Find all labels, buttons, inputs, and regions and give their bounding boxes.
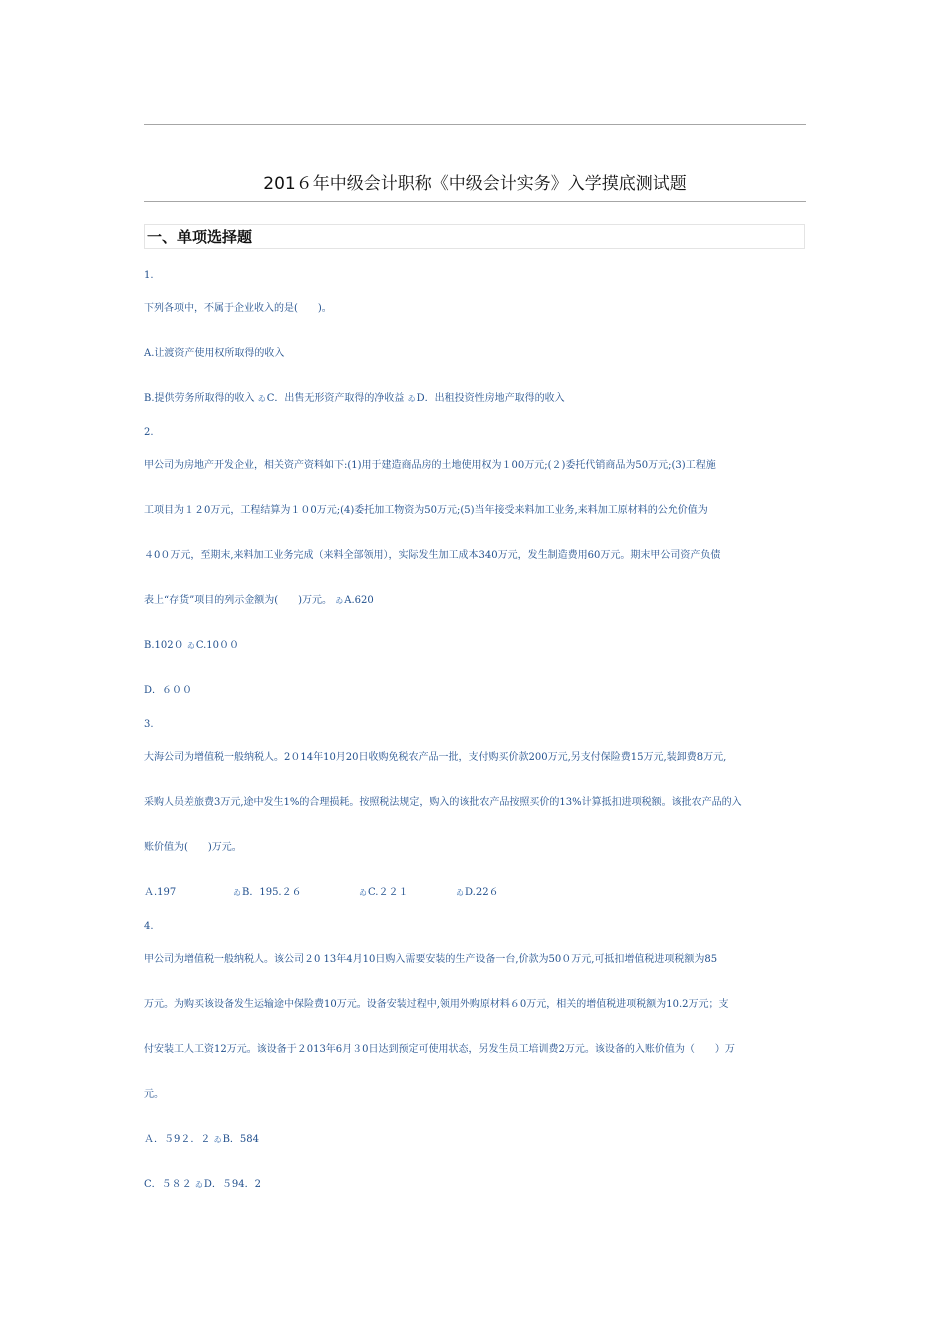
q1-options-bcd [144, 392, 565, 406]
bullet-mark-icon: ゐ [194, 1180, 203, 1189]
q3-stem-line1: 大海公司为增值税一般纳税人。2０14年10月20日收购免税农产品一批，支付购买价款200万元,另支付保险费15万元,装卸费8万元, [144, 752, 727, 763]
title-underline [144, 201, 806, 202]
q2-option-c: C.10００ [195, 640, 240, 651]
q4-number: 4. [144, 921, 154, 932]
q2-number: 2. [144, 427, 154, 438]
q3-number: 3. [144, 719, 154, 730]
q4-stem-line1: 甲公司为增值税一般纳税人。该公司２0 13年4月10日购入需要安装的生产设备一台,价款为50０万元,可抵扣增值税进项税额为85 [144, 954, 718, 965]
q2-option-a: A.620 [344, 595, 374, 606]
q1-number: 1. [144, 270, 154, 281]
q2-stem-line3: ４0０万元，至期末,来料加工业务完成（来料全部领用），实际发生加工成本340万元，发生制造费用60万元。期末甲公司资产负债 [144, 550, 721, 561]
bullet-mark-icon: ゐ [186, 641, 195, 650]
bullet-mark-icon: ゐ [407, 394, 416, 403]
bullet-mark-icon: ゐ [359, 888, 367, 897]
q2-options-bc [144, 639, 239, 653]
q3-option-b-wrap [233, 886, 302, 900]
q4-stem-line2: 万元。为购买该设备发生运输途中保险费10万元。设备安装过程中,领用外购原材料６0万元，相关的增值税进项税额为10.2万元；支 [144, 999, 729, 1010]
bullet-mark-icon: ゐ [335, 596, 344, 605]
q3-option-d: D.22６ [465, 887, 499, 898]
q4-stem-line3: 付安装工人工资12万元。该设备于２013年6月３0日达到预定可使用状态，另发生员工培训费2万元。该设备的入账价值为（ ）万 [144, 1044, 735, 1055]
q1-option-a: A.让渡资产使用权所取得的收入 [144, 348, 285, 359]
bullet-mark-icon: ゐ [213, 1135, 222, 1144]
page-title: 201６年中级会计职称《中级会计实务》入学摸底测试题 [263, 174, 687, 194]
q3-option-b: B．195.２６ [242, 887, 302, 898]
section-title: 一、单项选择题 [147, 228, 253, 246]
q3-option-c: C.２２１ [368, 887, 409, 898]
q1-option-d: D．出租投资性房地产取得的收入 [416, 393, 565, 404]
q1-option-b: B.提供劳务所取得的收入 [144, 393, 255, 404]
q4-option-b: B．584 [222, 1134, 259, 1145]
section-header-box [144, 224, 805, 249]
bullet-mark-icon: ゐ [233, 888, 241, 897]
q2-stem-line4: 表上“存货”项目的列示金额为( )万元。 [144, 595, 333, 606]
q2-option-d: D．６００ [144, 685, 193, 696]
q3-option-a: Ａ.197 [144, 887, 177, 898]
q4-option-c: C．５８２ [144, 1179, 192, 1190]
q2-stem-line4-row [144, 594, 374, 608]
q1-option-c: C．出售无形资产取得的净收益 [266, 393, 405, 404]
q4-stem-line4: 元。 [144, 1089, 164, 1100]
q3-option-c-wrap [359, 886, 408, 900]
q4-option-d: D．５94．2 [203, 1179, 261, 1190]
top-rule [144, 124, 806, 125]
q4-option-a: Ａ．５9２．２ [144, 1134, 211, 1145]
q2-stem-line2: 工项目为１２0万元，工程结算为１０0万元;(4)委托加工物资为50万元;(5)当年接受来料加工业务,来料加工原材料的公允价值为 [144, 505, 708, 516]
q1-stem: 下列各项中，不属于企业收入的是( )。 [144, 303, 332, 314]
q4-options-cd [144, 1178, 261, 1192]
q4-options-ab [144, 1133, 259, 1147]
q3-stem-line3: 账价值为( )万元。 [144, 842, 242, 853]
bullet-mark-icon: ゐ [456, 888, 464, 897]
q3-stem-line2: 采购人员差旅费3万元,途中发生1%的合理损耗。按照税法规定，购入的该批农产品按照买价的13%计算抵扣进项税额。该批农产品的入 [144, 797, 742, 808]
q3-option-d-wrap [456, 886, 499, 900]
q2-option-b: B.102０ [144, 640, 184, 651]
q2-stem-line1: 甲公司为房地产开发企业，相关资产资料如下:(1)用于建造商品房的土地使用权为１00万元;(２)委托代销商品为50万元;(3)工程施 [144, 460, 716, 471]
bullet-mark-icon: ゐ [257, 394, 266, 403]
